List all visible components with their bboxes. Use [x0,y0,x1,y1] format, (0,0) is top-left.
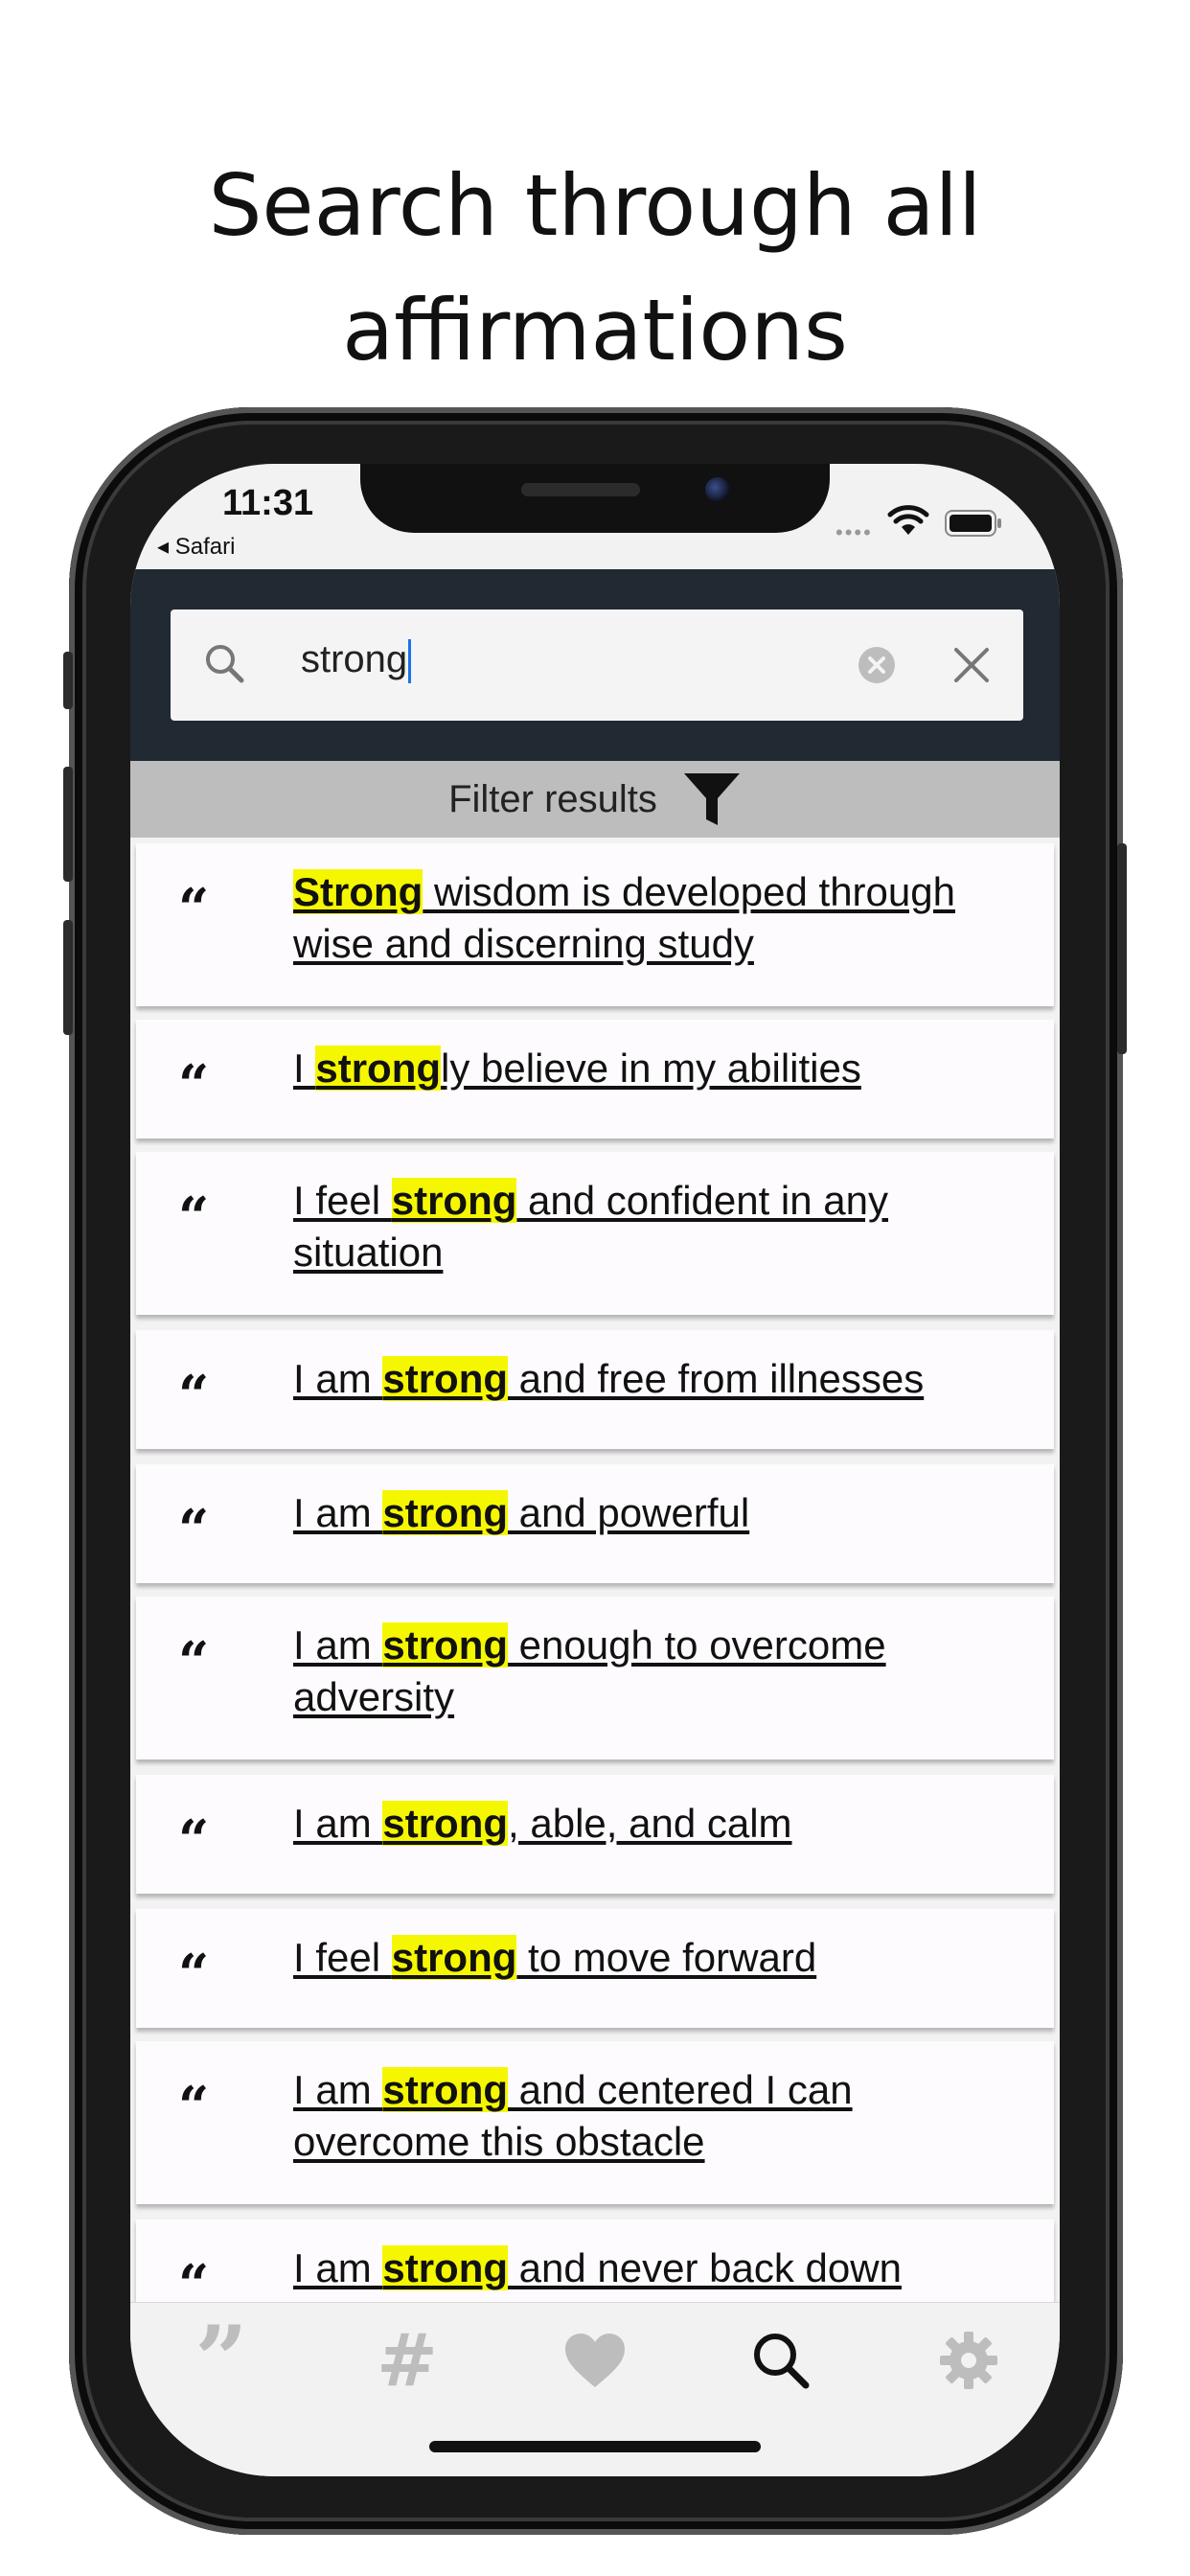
headline-line-2: affirmations [342,281,848,380]
result-text[interactable]: I am strong and free from illnesses [293,1356,925,1401]
result-card[interactable] [136,2041,1054,2204]
quote-icon: “ [178,877,210,940]
cellular-signal-icon: •••• [835,520,873,544]
results-list[interactable] [130,838,1060,2302]
quote-icon: “ [178,1053,210,1116]
clear-search-icon[interactable] [857,645,897,685]
quote-icon: “ [178,2075,210,2138]
result-card[interactable] [136,1464,1054,1583]
result-text[interactable]: Strong wisdom is developed through wise and discerning study [293,869,955,966]
search-header [130,569,1060,761]
quote-icon: “ [178,1364,210,1427]
close-search-icon[interactable] [952,646,991,684]
filter-label: Filter results [448,777,657,820]
status-time: 11:31 [222,483,314,523]
hashtag-icon: # [377,2317,438,2403]
tab-quotes[interactable] [178,2306,264,2414]
tab-categories[interactable] [364,2317,450,2403]
result-text[interactable]: I feel strong and confident in any situation [293,1178,889,1275]
match-highlight: strong [382,1622,509,1668]
phone-side-button [63,652,73,709]
speaker-grille [521,483,640,496]
gear-icon [938,2330,999,2391]
result-card[interactable] [136,2220,1054,2302]
match-highlight: strong [382,2245,509,2290]
match-highlight: strong [382,1356,509,1401]
match-highlight: strong [382,1490,509,1535]
result-card[interactable] [136,843,1054,1006]
tab-settings[interactable] [926,2322,1012,2399]
result-text[interactable]: I am strong enough to overcome adversity [293,1622,886,1719]
search-query-text[interactable] [301,638,411,683]
match-highlight: strong [382,1801,509,1846]
notch [360,464,830,533]
phone-volume-up [63,767,73,882]
tab-favorites[interactable] [552,2322,638,2399]
search-icon [201,640,247,686]
result-card[interactable] [136,1330,1054,1449]
result-card[interactable] [136,1775,1054,1894]
text-caret [408,639,411,683]
quote-icon: “ [178,1185,210,1249]
search-query-value: strong [301,638,408,680]
match-highlight: strong [315,1046,441,1091]
filter-results-button[interactable] [130,761,1060,838]
tab-search[interactable] [738,2322,824,2399]
result-card[interactable] [136,1597,1054,1760]
search-input[interactable] [171,610,1023,721]
app-screen [130,464,1060,2476]
headline [0,144,1190,393]
result-text[interactable]: I strongly believe in my abilities [293,1046,861,1091]
filter-funnel-icon [682,770,742,829]
quote-icon: “ [178,1943,210,2006]
result-card[interactable] [136,1020,1054,1138]
result-text[interactable]: I am strong and powerful [293,1490,750,1535]
back-to-safari[interactable]: ◂ Safari [157,534,236,560]
battery-icon [945,510,1002,537]
quote-icon: “ [178,1630,210,1693]
headline-line-1: Search through all [208,156,982,255]
wifi-icon [887,504,929,537]
quote-icon: “ [178,1808,210,1872]
result-text[interactable]: I am strong and never back down [293,2245,902,2290]
match-highlight: strong [391,1935,517,1980]
phone-volume-down [63,920,73,1035]
result-card[interactable] [136,1152,1054,1315]
heart-icon [563,2332,627,2389]
home-indicator[interactable] [429,2441,761,2452]
result-text[interactable]: I am strong and centered I can overcome this obstacle [293,2067,853,2164]
quote-icon: “ [178,2253,210,2302]
quote-icon: “ [178,1498,210,1561]
match-highlight: Strong [293,869,423,914]
match-highlight: strong [382,2067,509,2112]
tab-bar [130,2302,1060,2476]
search-icon [750,2330,812,2391]
phone-power-button [1117,843,1127,1054]
quote-icon: ” [195,2306,248,2414]
front-camera [705,477,730,502]
result-text[interactable]: I feel strong to move forward [293,1935,817,1980]
result-card[interactable] [136,1909,1054,2028]
result-text[interactable]: I am strong, able, and calm [293,1801,792,1846]
match-highlight: strong [391,1178,517,1223]
